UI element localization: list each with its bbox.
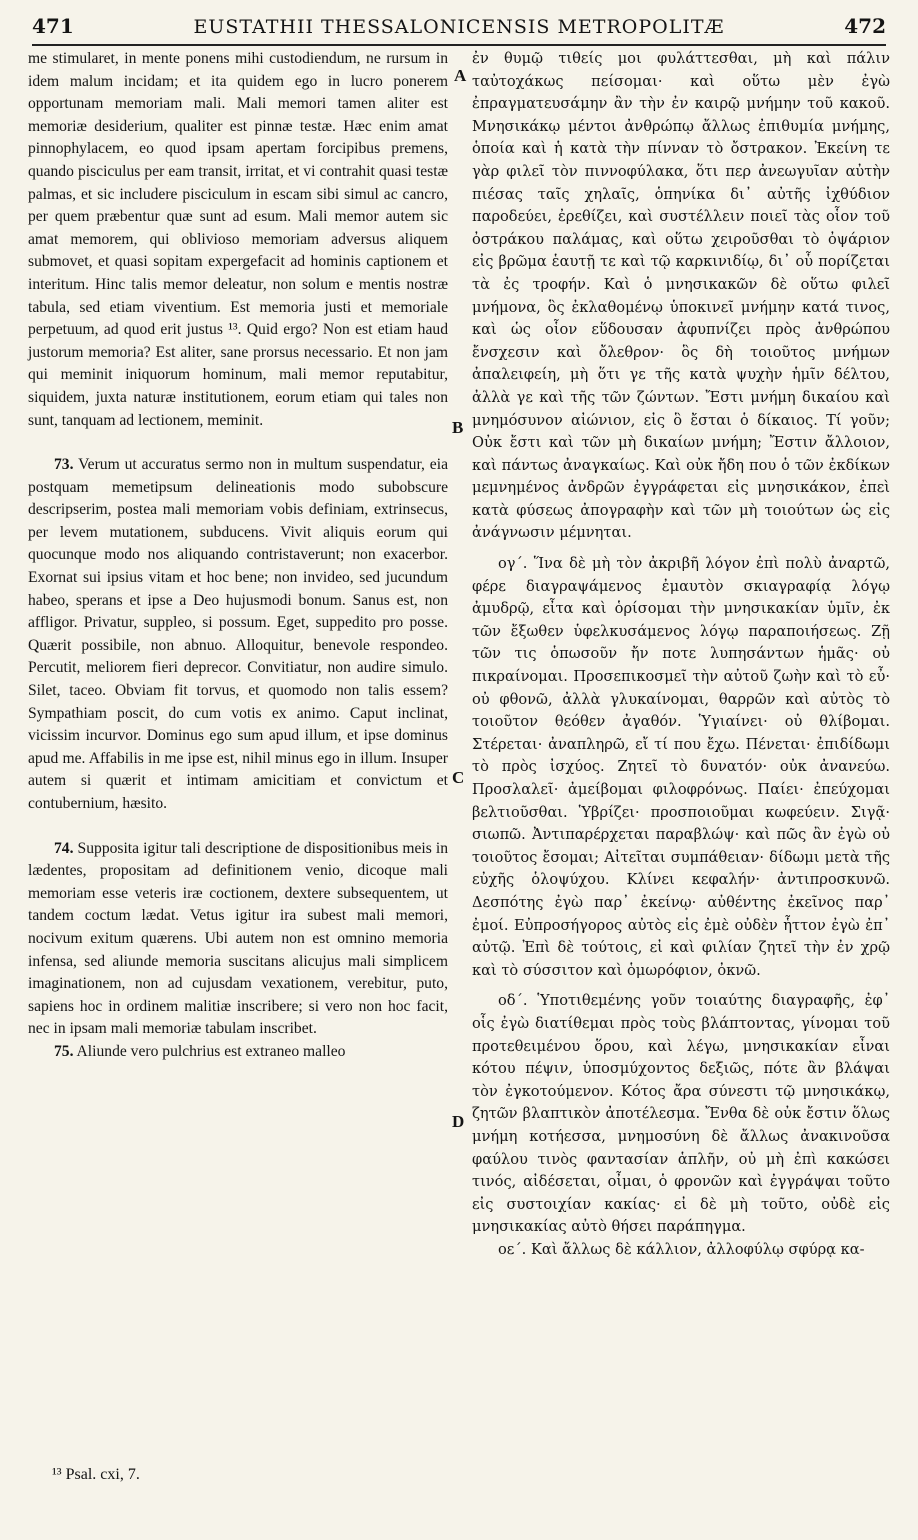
greek-paragraph-74 (472, 990, 890, 1239)
right-page-number: 472 (844, 14, 886, 38)
section-number: οδ΄. (498, 992, 528, 1010)
greek-paragraph-1: ἐν θυμῷ τιθείς μοι φυλάττεσθαι, μὴ καὶ πάλιν ταὐτοχάκως πείσομαι· καὶ οὕτω μὲν ἐγὼ ἐπραγματευσάμην ἂν τὴν ἐν καιρῷ μνήμην τοῦ κακοῦ. Μνησικάκῳ μέντοι ἀνθρώπῳ ἄλλως ἐπιθυμία μνήμης, ὁποία καὶ ἡ κατὰ τὴν πίνναν τὸ ὄστρακον. Ἐκείνη τε γὰρ φιλεῖ τὸν πιννοφύλακα, ὅτι περ ἀνεωγυῖαν αὐτὴν πιέσας ταῖς χηλαῖς, ὁπηνίκα δι᾽ αὐτῆς ἰχθύδιον παροδεύει, ἐρεθίζει, καὶ συστέλλειν ποιεῖ τὰς οἷον τοῦ ὀστράκου παλάμας, καὶ οὕτω χειροῦσθαι τὸ ὀψάριον εἰς βρῶμα ἑαυτῇ τε καὶ τῷ καρκινιδίῳ, δι᾽ οὗ πορίζεται τὰ ἐς τροφήν. Καὶ ὁ μνησικακῶν δὲ οὕτω φιλεῖ μνήμονα, ὃς ἐκλαθομένῳ ὑποκινεῖ μνήμην κατά τινος, καὶ ὡς οἷον εὕδουσαν ἀφυπνίζει πρὸς ἀνθρώπου ἔνσχεσιν καὶ ὄλεθρον· ὃς δὴ τοιοῦτος μνήμων ἀπαλειφείη, μὴ ὅτι γε τῆς κατὰ ψυχὴν ἡμῖν δέλτου, ἀλλὰ γε καὶ τῆς τῶν ζώντων. Ἔστι μνήμη δικαίου καὶ μνημόσυνον αἰώνιον, εἰς ὃ ἔσται ὁ δίκαιος. Τί γοῦν; Οὐκ ἔστι καὶ τῶν μὴ δικαίων μνήμη; Ἔστιν ἄλλοιον, καὶ πάντως ἀναγκαίως. Καὶ οὐκ ἤδη που ὁ τῶν ἐκδίκων μεμνημένος ἀνδρῶν ἐγγράφεται εἰς μνησικάκον, ἐπεὶ κατὰ φύσεως ἀπογραφὴν καὶ τῶν μὴ τοιούτων ὡς εἰς ἀνάγνωσιν μέμνηται. (472, 50, 890, 542)
footnote: ¹³ Psal. cxi, 7. (52, 1466, 140, 1483)
section-number: οε΄. (498, 1240, 527, 1258)
greek-paragraph-74-text: Ὑποτιθεμένης γοῦν τοιαύτης διαγραφῆς, ἐφ᾽ οἷς ἐγὼ διατίθεμαι πρὸς τοὺς βλάπτοντας, γίνομαι τοῦ προτεθειμένου ὅρου, καὶ λέγω, μνησικακίαν εἶναι κότου πέψιν, ὑποσμύχοντος δεξιῶς, πότε ἂν βλάψαι τὸν ἐγκοτούμενον. Κότος ἄρα σύνεστι τῷ μνησικάκῳ, ζητῶν βλαπτικὸν ἀποτέλεσμα. Ἔνθα δὲ οὐκ ἔστιν ὅλως μνήμη κοτήεσσα, μνημοσύνη δὲ ἄλλως ἀνακινοῦσα φαύλου τινὸς φαντασίαν ἁπλῆν, οὐ μὴ ἐπὶ κακώσει τινός, αἰδέσεται, οἶμαι, ὁ φρονῶν καὶ ἐγγράψαι τοῦτο εἰς συστοιχίαν κακίας· εἰ δὲ μὴ τοῦτο, οὐδὲ εἰς μνησικακίας αὐτὸ θήσει παράπηγμα. (472, 992, 891, 1236)
latin-paragraph-1: me stimularet, in mente ponens mihi custodiendum, ne rursum in idem malum incidam; et ita quidem ego in lucro ponerem opportunam memoriam mali. Mali memori tamen aliter est memoriæ desiderium, qualiter est pinnæ testæ. Hæc enim amat pinnophylacem, eo quod ipsam apertam forcipibus premens, quando pisciculus per eam transit, irritat, et vi contrahit quasi testæ palmas, et sic includere pisciculum in escam sibi simul ac cancro, per quem præbentur quæ sunt ad esum. Mali memor autem sic amat memorem, qui oblivioso memoriam adversus aliquem submovet, et quasi sopitam expergefacit ad hominis captionem et interitum. Hinc talis memor deleatur, non solum e mentis nostræ tabula, sed etiam viventium. Est memoria justi et memoriale perpetuum, ad quod erit justus ¹³. Quid ergo? Non est etiam haud justorum memoria? Est aliter, sane prorsus necessario. Et non jam qui meminit iniquorum hominum, mali memor reputabitur, siquidem, juxta naturæ institutionem, eorum etiam qui tales non sunt, tanquam ad lectionem, meminit. (28, 50, 448, 429)
page-header (32, 10, 886, 46)
greek-paragraph-73 (472, 553, 890, 982)
section-number: 74. (54, 839, 74, 857)
section-number: 73. (54, 456, 74, 474)
running-title: EUSTATHII THESSALONICENSIS METROPOLITÆ (193, 16, 725, 38)
margin-marker-c: C (452, 768, 465, 787)
greek-paragraph-73-text: Ἵνα δὲ μὴ τὸν ἀκριβῆ λόγον ἐπὶ πολὺ ἀναρτῶ, φέρε διαγραψάμενος ἐμαυτὸν σκιαγραφίᾳ λόγῳ ἀμυδρῷ, εἶτα καὶ ὁρίσομαι τὴν μνησικακίαν ὑμῖν, ἐκ τῶν ἔξωθεν ὑφελκυσάμενος λόγῳ παραποιήσεως. Ζῇ τῶν τις ὁπωσοῦν ἤν ποτε λυπησάντων ἡμᾶς· οὐ πικραίνομαι. Προσεπικοσμεῖ τὴν αὐτοῦ ζωὴν καὶ τὸ εὖ· οὐ φθονῶ, ἀλλὰ γλυκαίνομαι, θαρρῶν καὶ αὐτὸς τὸ τοιοῦτον θεόθεν ἀγαθόν. Ὑγιαίνει· οὐ θλίβομαι. Στέρεται· ἀναπληρῶ, εἴ τί που ἔχω. Πένεται· ἐπιδίδωμι τὸ πρὸς ἰσχύος. Ζητεῖ τὸ δυνατόν· οὐκ ἀνανεύω. Προσλαλεῖ· ἀμείβομαι φιλοφρόνως. Παίει· ἐπεύχομαι βελτιοῦσθαι. Ὑβρίζει· προσποιοῦμαι κωφεύειν. Σιγᾷ· σιωπῶ. Ἀντιπαρέρχεται παραβλώψ· καὶ πῶς ἂν ἐγὼ οὐ τοιοῦτος ἔσομαι; Αἰτεῖται συμπάθειαν· δίδωμι μετὰ τῆς εὐχῆς ὁλοψύχου. Κλίνει κεφαλήν· ἀντιπροσκυνῶ. Δεσπότης ἐγὼ παρ᾽ ἐκείνῳ· αὐθέντης ἐκεῖνος παρ᾽ ἐμοί. Εὐπροσήγορος αὐτὸς εἰς ἐμὲ οὐδὲν ἧττον ἐγὼ ἐπ᾽ αὐτῷ. Ἐπὶ δὲ τούτοις, εἰ καὶ φιλίαν ζητεῖ τὴν ἐν χρῷ καὶ τὸ σύσσιτον καὶ ὁμωρόφιον, ὀκνῶ. (472, 555, 890, 979)
latin-paragraph-74 (28, 838, 448, 1041)
margin-marker-a: A (454, 66, 467, 85)
latin-paragraph-75-text: Aliunde vero pulchrius est extraneo malleo (76, 1042, 346, 1060)
section-number: 75. (54, 1042, 74, 1060)
latin-paragraph-73-text: Verum ut accuratus sermo non in multum suspendatur, eia postquam memetipsum delineationis modo subobscure descripserim, postea mali memoriam vobis definiam, extrinsecus, per levem mutationem, subducens. Vivit aliquis eorum qui quocunque modo nos aliquando contristaverunt; non exacerbor. Exornat sui ipsius vitam et hoc bene; non invideo, sed jucundum habeo, sperans et ipse a Deo hujusmodi bonum. Sanus est, non affligor. Privatur, suppleo, si possum. Eget, suppedito pro posse. Quærit possibile, non abnuo. Alloquitur, benevole respondeo. Percutit, meliorem fieri deprecor. Convitiatur, non audire simulo. Silet, taceo. Obviam fit torvus, et quomodo non talis essem? Sympathiam poscit, do cum votis ex animo. Caput inclinat, vicissim incurvor. Dominus ego sum apud illum, et ipse dominus apud me. Affabilis in me ipse est, nihil minus ego in illum. Insuper autem si quærit et intimam amicitiam et convictum et contubernium, hæsito. (28, 456, 448, 812)
section-number: ογ΄. (498, 555, 528, 573)
margin-marker-d: D (452, 1112, 465, 1131)
greek-column (472, 48, 890, 1261)
greek-paragraph-75 (472, 1239, 890, 1262)
latin-paragraph-75 (28, 1041, 448, 1064)
latin-paragraph-74-text: Supposita igitur tali descriptione de dispositionibus meis in lædentes, propositam ad definitionem venio, dicoque mali memoriam esse veteris iræ coctionem, dextere subsequentem, ut tandem coctum lædat. Vetus igitur ira subest mali memori, nocivum exitum quærens. Ubi autem non est omnino memoria infensa, sed aliunde memoria suscitans alicujus mali simplicem imaginationem, non ad cujusdam vexationem, verebitur, puto, sapiens hoc in ordinem malitiæ inscribere; si vero non hoc facit, nec in ipsam mali memoriæ tabulam inscribet. (28, 839, 448, 1038)
left-page-number: 471 (32, 14, 74, 38)
latin-paragraph-73 (28, 454, 448, 816)
latin-column (28, 48, 448, 1064)
margin-marker-b: B (452, 418, 464, 437)
greek-paragraph-75-text: Καὶ ἄλλως δὲ κάλλιον, ἀλλοφύλῳ σφύρᾳ κα- (530, 1240, 865, 1258)
